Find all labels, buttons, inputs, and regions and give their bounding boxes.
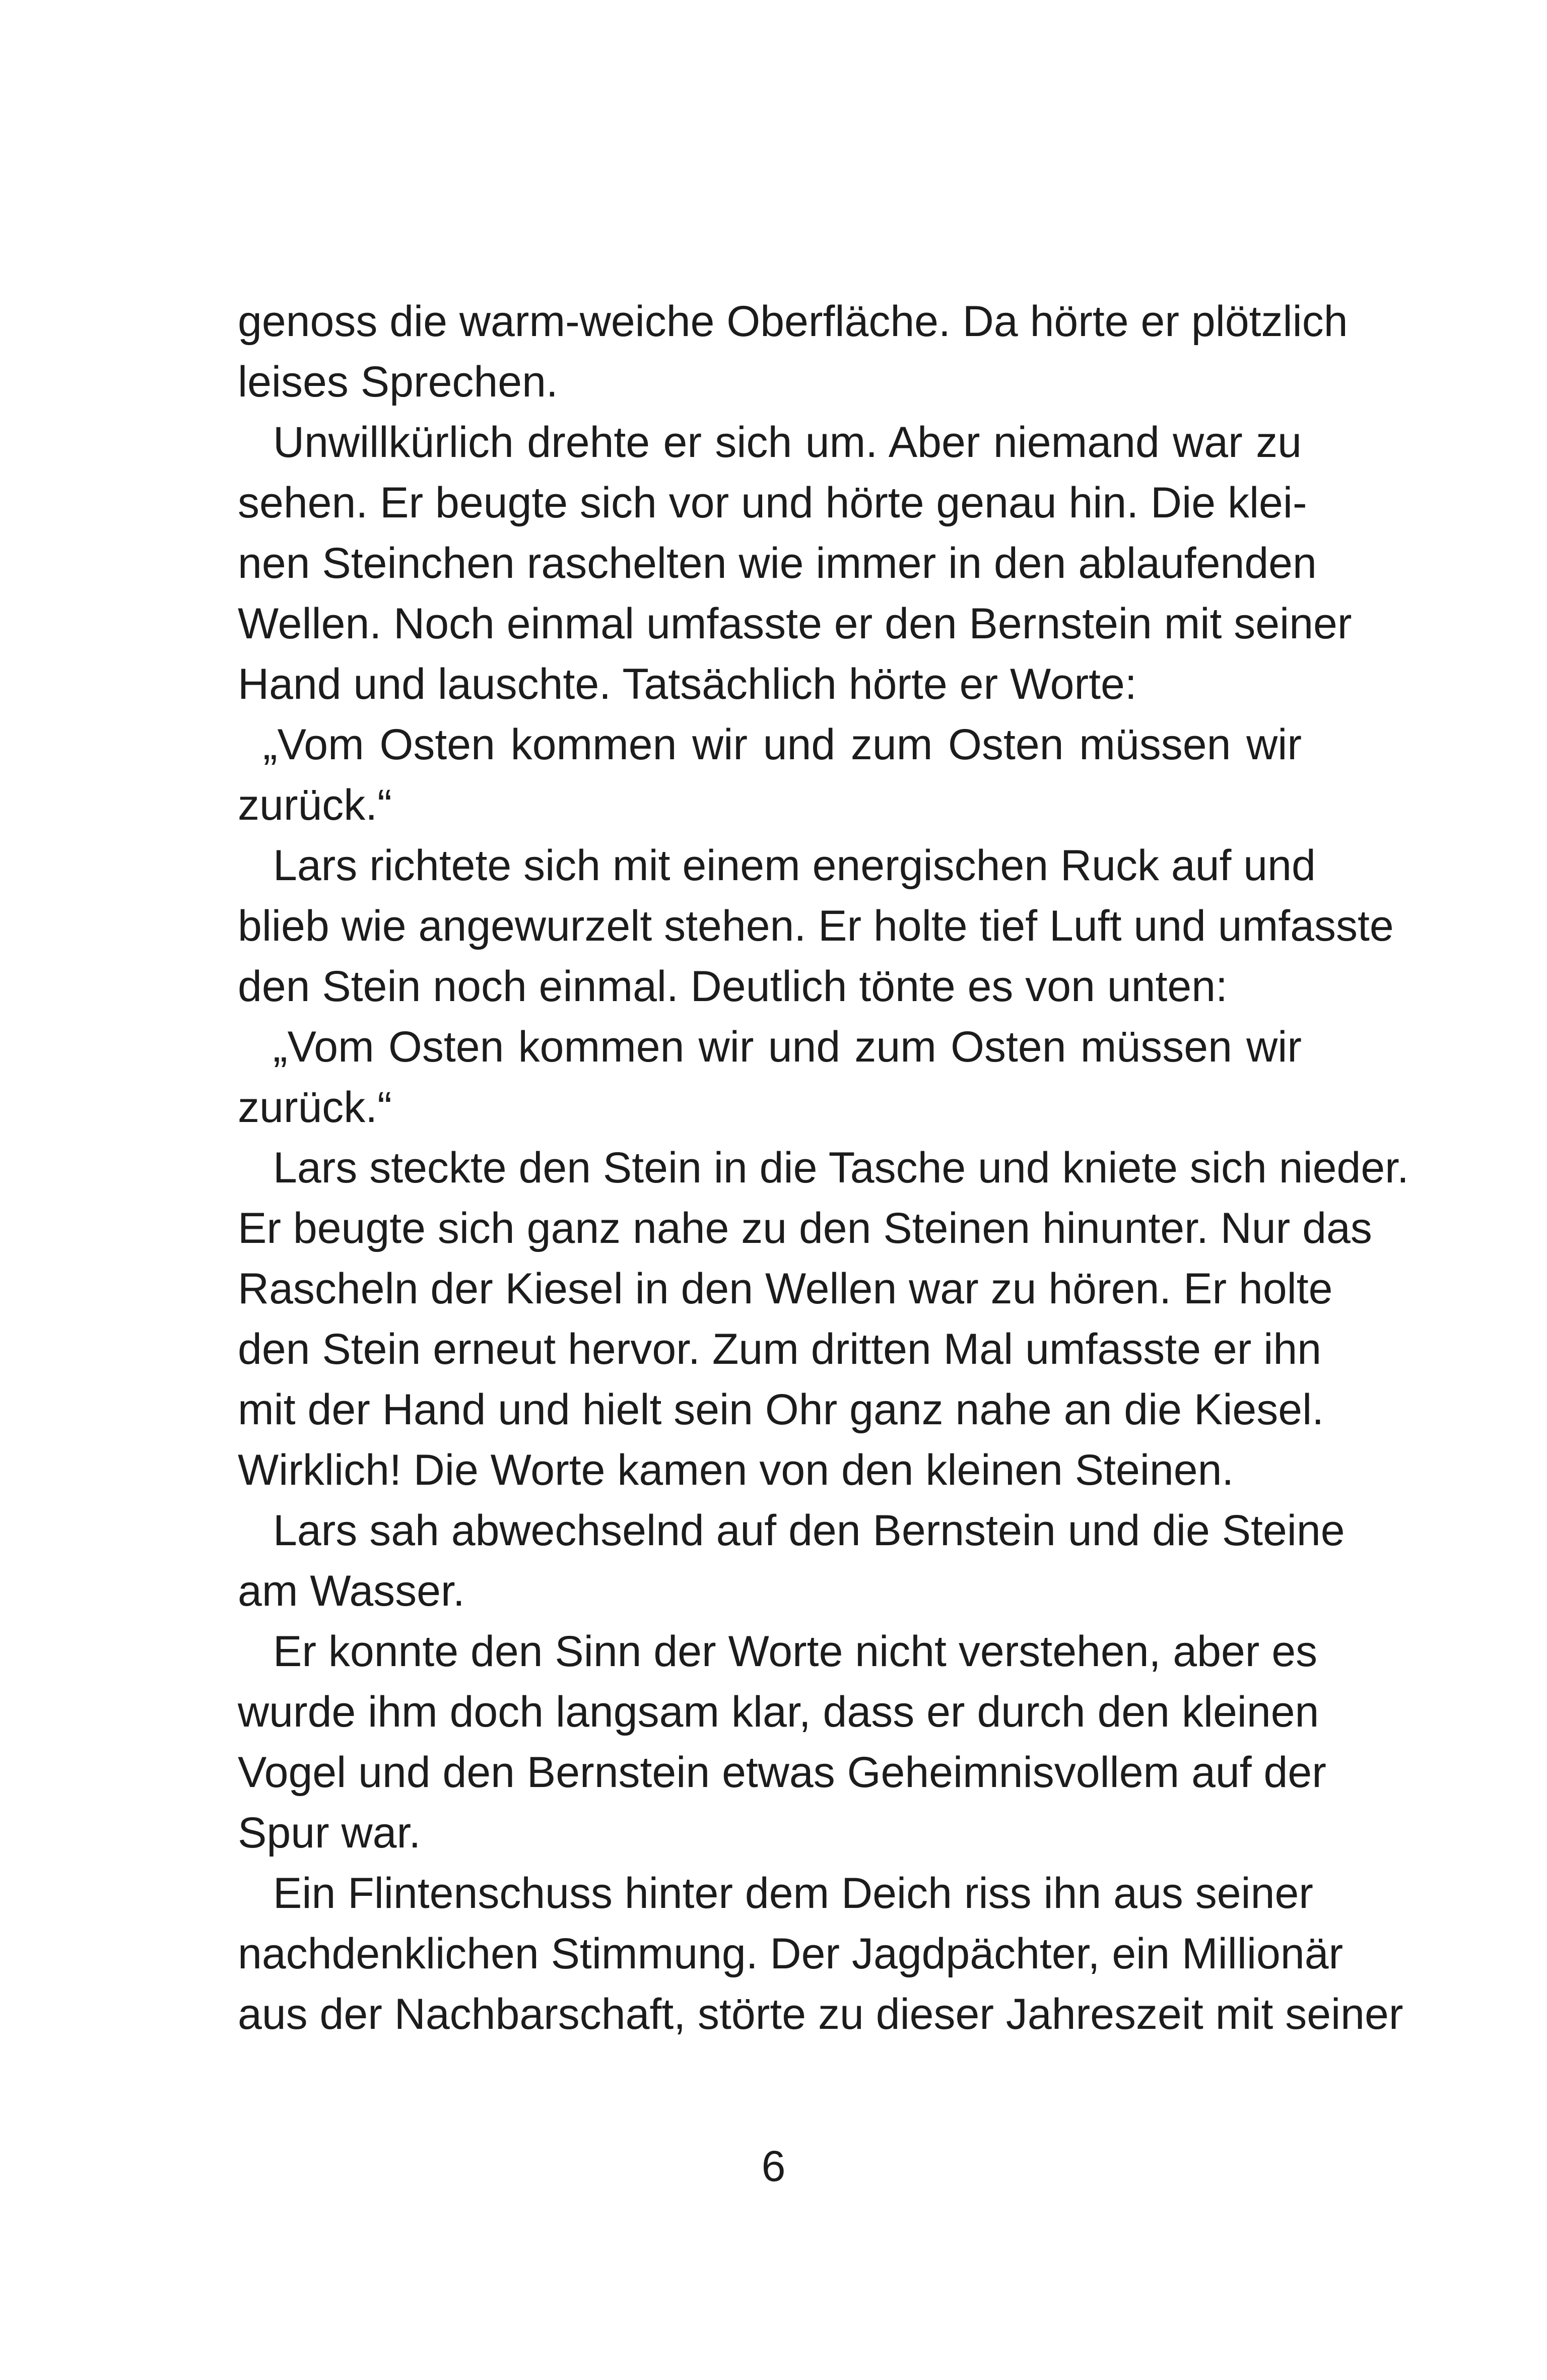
text-line: Ein Flintenschuss hinter dem Deich riss ihn aus seiner [273, 1869, 1313, 1918]
text-line: wurde ihm doch langsam klar, dass er durch den kleinen [238, 1688, 1319, 1736]
text-line: Wirklich! Die Worte kamen von den kleinen Steinen. [238, 1446, 1234, 1494]
text-line: nachdenklichen Stimmung. Der Jagdpächter, ein Millionär [238, 1930, 1343, 1978]
text-line: genoss die warm-weiche Oberfläche. Da hörte er plötzlich [238, 297, 1348, 346]
text-line: Er beugte sich ganz nahe zu den Steinen hinunter. Nur das [238, 1204, 1372, 1252]
text-line: zurück.“ [238, 1083, 392, 1132]
text-line: leises Sprechen. [238, 358, 558, 406]
text-line: Spur war. [238, 1809, 421, 1857]
text-line: mit der Hand und hielt sein Ohr ganz nahe an die Kiesel. [238, 1385, 1324, 1434]
text-line: nen Steinchen raschelten wie immer in den ablaufenden [238, 539, 1317, 587]
text-line: aus der Nachbarschaft, störte zu dieser Jahreszeit mit seiner [238, 1990, 1403, 2038]
text-line: Wellen. Noch einmal umfasste er den Bernstein mit seiner [238, 600, 1352, 648]
text-line: „Vom Osten kommen wir und zum Osten müssen wir [273, 1023, 1302, 1071]
text-line: zurück.“ [238, 781, 392, 829]
text-line: Vogel und den Bernstein etwas Geheimnisvollem auf der [238, 1748, 1326, 1797]
book-page-text [238, 291, 1409, 2044]
text-line: sehen. Er beugte sich vor und hörte genau hin. Die klei- [238, 479, 1307, 527]
text-line: am Wasser. [238, 1567, 465, 1615]
text-line: Lars sah abwechselnd auf den Bernstein und die Steine [273, 1506, 1345, 1555]
text-line: Unwillkürlich drehte er sich um. Aber niemand war zu [273, 418, 1302, 467]
text-line: Lars steckte den Stein in die Tasche und kniete sich nieder. [273, 1144, 1409, 1192]
text-line: „Vom Osten kommen wir und zum Osten müssen wir [263, 720, 1302, 769]
text-line: den Stein erneut hervor. Zum dritten Mal umfasste er ihn [238, 1325, 1322, 1373]
page-number: 6 [761, 2142, 786, 2191]
text-line: Rascheln der Kiesel in den Wellen war zu hören. Er holte [238, 1265, 1333, 1313]
text-line: den Stein noch einmal. Deutlich tönte es von unten: [238, 962, 1228, 1011]
text-line: Lars richtete sich mit einem energischen Ruck auf und [273, 841, 1316, 890]
text-line: blieb wie angewurzelt stehen. Er holte tief Luft und umfasste [238, 902, 1394, 950]
text-line: Hand und lauschte. Tatsächlich hörte er Worte: [238, 660, 1137, 708]
text-line: Er konnte den Sinn der Worte nicht verstehen, aber es [273, 1627, 1318, 1676]
